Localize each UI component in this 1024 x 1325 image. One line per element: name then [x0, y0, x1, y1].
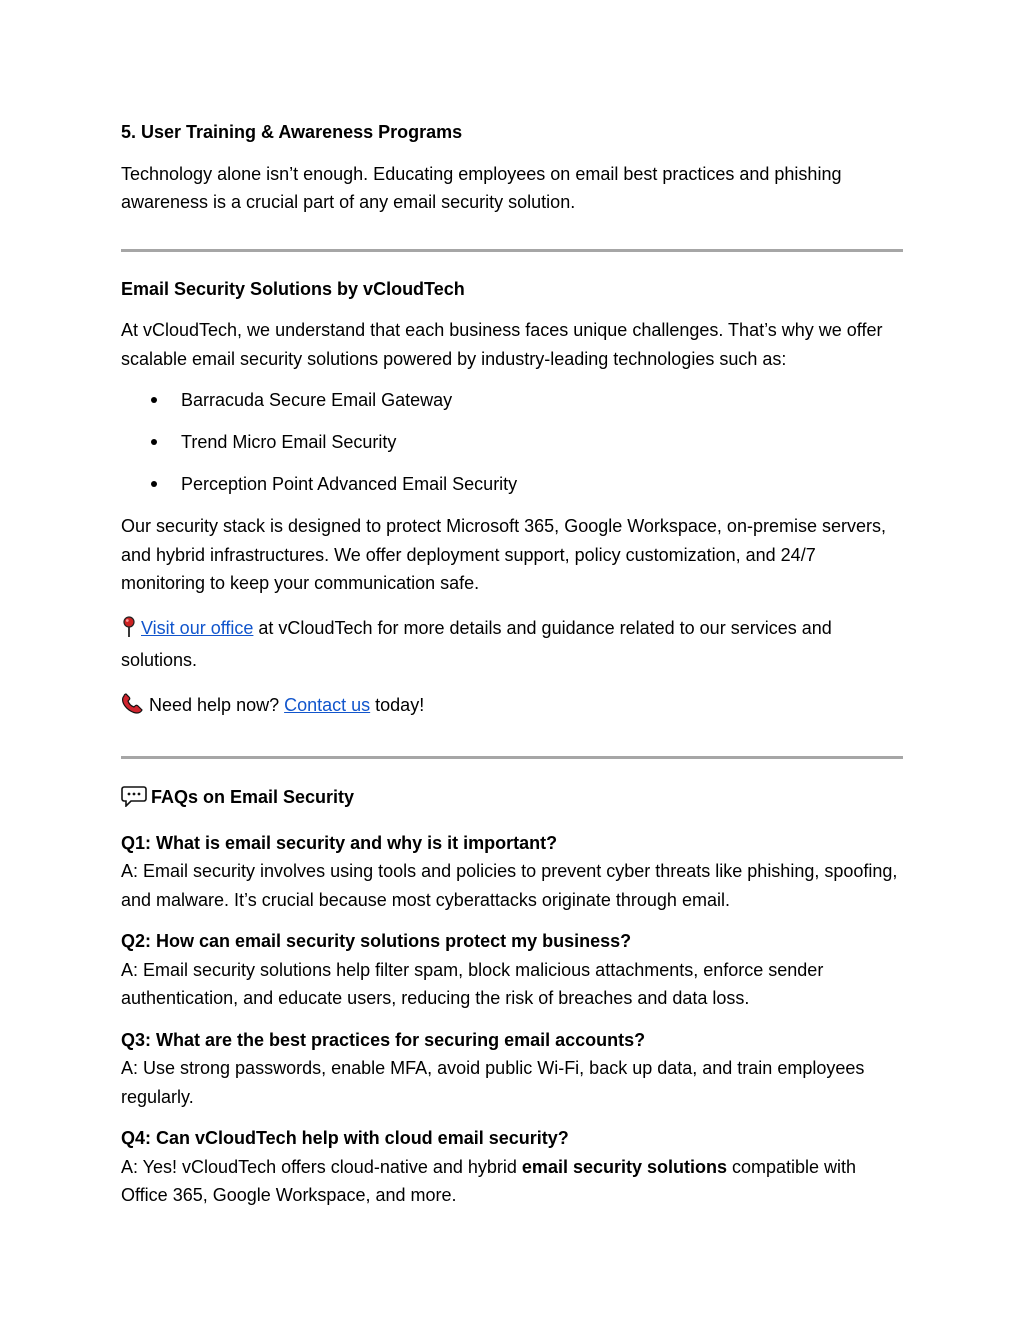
speech-balloon-icon — [121, 785, 147, 816]
section-heading-user-training: 5. User Training & Awareness Programs — [121, 122, 463, 142]
faq-question: Q3: What are the best practices for securing email accounts? — [121, 1029, 646, 1050]
faq-question: Q4: Can vCloudTech help with cloud email security? — [121, 1128, 569, 1148]
round-pushpin-icon — [121, 616, 137, 647]
faq-item — [121, 829, 903, 915]
faq-answer: A: Yes! vCloudTech offers cloud-native and hybrid email security solutions compatible with Office 365, Google Workspace, and more. — [121, 1156, 857, 1205]
list-item: Barracuda Secure Email Gateway — [121, 386, 903, 415]
faq-item — [121, 927, 903, 1013]
faq-answer: A: Use strong passwords, enable MFA, avoid public Wi-Fi, back up data, and train employees regularly. — [121, 1058, 865, 1107]
faq-question: Q2: How can email security solutions protect my business? — [121, 931, 632, 951]
faq-answer: A: Email security involves using tools and policies to prevent cyber threats like phishing, spoofing, and malware. It’s crucial because most cyberattacks originate through email. — [121, 861, 898, 910]
faq-heading: FAQs on Email Security — [121, 783, 903, 816]
security-stack-paragraph: Our security stack is designed to protect Microsoft 365, Google Workspace, on-premise servers, and hybrid infrastructures. We offer deployment support, policy customization, and 24/7 monitoring to keep your communication safe. — [121, 516, 886, 593]
need-help-paragraph: Need help now? Contact us today! — [121, 691, 903, 724]
list-item: Perception Point Advanced Email Security — [121, 470, 903, 499]
bullet-icon — [151, 481, 157, 487]
document-page — [121, 118, 903, 1210]
solutions-list — [121, 386, 903, 499]
visit-office-paragraph: Visit our office at vCloudTech for more details and guidance related to our services and solutions. — [121, 617, 832, 670]
telephone-receiver-icon — [121, 693, 145, 724]
bullet-icon — [151, 397, 157, 403]
faq-question: Q1: What is email security and why is it important? — [121, 832, 558, 853]
visit-office-link[interactable]: Visit our office — [141, 617, 254, 638]
faq-item — [121, 1124, 903, 1210]
faq-answer: A: Email security solutions help filter spam, block malicious attachments, enforce sender authentication, and educate users, reducing the risk of breaches and data loss. — [121, 959, 824, 1008]
list-item: Trend Micro Email Security — [121, 428, 903, 457]
section-heading-solutions: Email Security Solutions by vCloudTech — [121, 278, 465, 299]
faq-item — [121, 1026, 903, 1112]
section-body-user-training: Technology alone isn’t enough. Educating employees on email best practices and phishing awareness is a crucial part of any email security solution. — [121, 163, 842, 212]
contact-us-link[interactable]: Contact us — [284, 694, 371, 715]
solutions-intro: At vCloudTech, we understand that each business faces unique challenges. That’s why we offer scalable email security solutions powered by industry-leading technologies such as: — [121, 320, 883, 369]
bullet-icon — [151, 439, 157, 445]
